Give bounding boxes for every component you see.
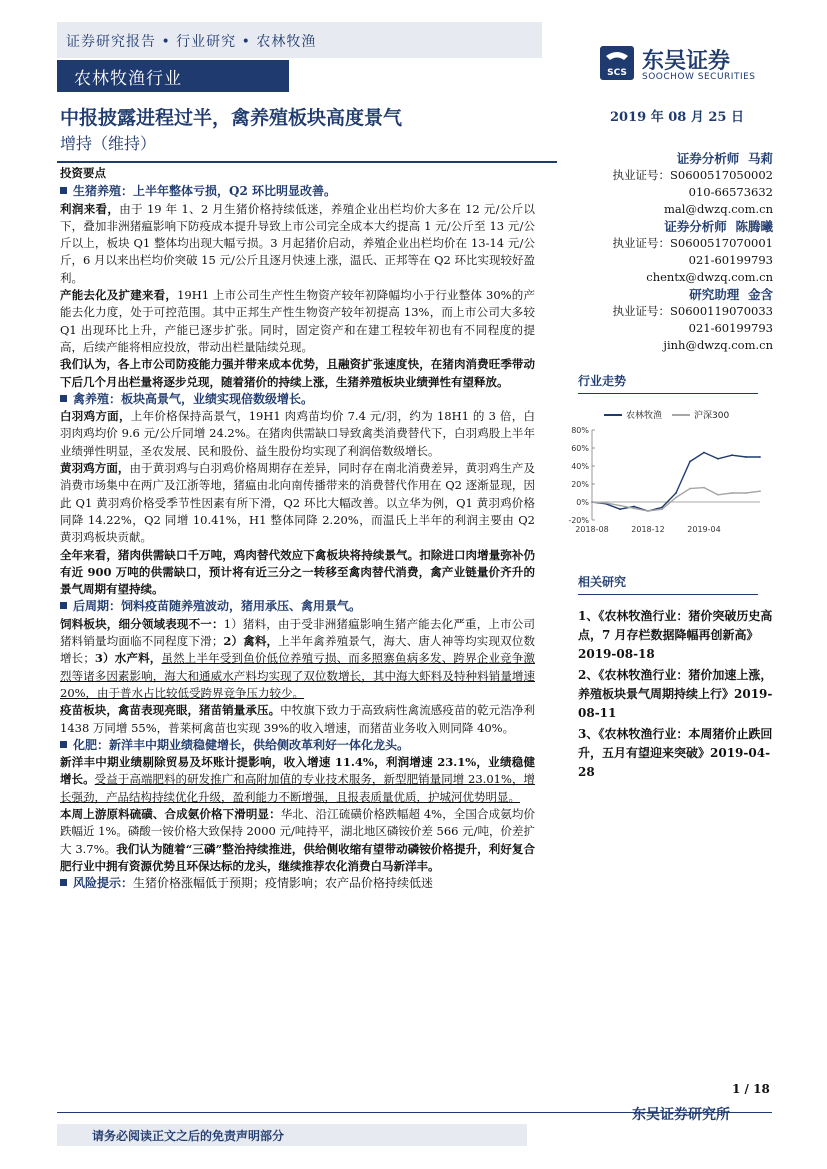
data-point <box>703 452 705 454</box>
bullet-icon <box>60 879 67 886</box>
x-tick-label: 2018-12 <box>631 525 665 534</box>
related-item[interactable]: 2、《农林牧渔行业：猪价加速上涨，养殖板块景气周期持续上行》2019-08-11 <box>578 668 773 720</box>
bullet-icon <box>60 395 67 402</box>
section-hog: 生猪养殖：上半年整体亏损，Q2 环比明显改善。 <box>60 183 535 200</box>
data-point <box>703 487 705 489</box>
legend-label: 沪深300 <box>694 411 730 421</box>
logo-mark-text: SCS <box>607 68 627 78</box>
data-point <box>619 505 621 507</box>
data-point <box>759 456 761 458</box>
data-point <box>605 502 607 504</box>
data-point <box>633 506 635 508</box>
hog-view: 我们认为，各上市公司防疫能力强并带来成本优势，且融资扩张速度快，在猪肉消费旺季带动下后几个月出栏量将逐步兑现，随着猪价的持续上涨，生猪养殖板块业绩弹性有望释放。 <box>60 357 535 389</box>
summary-heading: 投资要点 <box>60 166 106 180</box>
page-number: 1 / 18 <box>732 1082 770 1096</box>
data-point <box>661 508 663 510</box>
related-rule <box>578 594 758 595</box>
data-point <box>745 456 747 458</box>
section-risk: 风险提示：生猪价格涨幅低于预期；疫情影响；农产品价格持续低迷 <box>60 875 535 892</box>
data-point <box>689 488 691 490</box>
feed-sector: 饲料板块，细分领域表现不一：1）猪料，由于受非洲猪瘟影响生猪产能去化严重，上市公司猪料销量均面临不同程度下滑；2）禽料，上半年禽养殖景气，海大、唐人神等均实现双位数增长；3）水产料，虽然上半年受到鱼价低位养殖亏损、而多照寨鱼病多发、跨界企业竞争激烈等诸多因素影响，海大和通威水产料均实现了双位数增长，其中海大虾料及特种料销量增速 20%，由于普水占比较低受跨界竞争压力较少。 <box>60 616 535 700</box>
analyst-3: 研究助理 金含 执业证号：S0600119070033 021-60199793 jinh@dwzq.com.cn <box>578 286 773 354</box>
data-point <box>647 510 649 512</box>
company-logo-icon <box>600 46 634 80</box>
footer-org: 东吴证券研究所 <box>632 1107 730 1123</box>
bullet-icon <box>60 602 67 609</box>
breadcrumb: 证券研究报告 • 行业研究 • 农林牧渔 <box>66 34 317 50</box>
data-point <box>675 492 677 494</box>
section-fertilizer: 化肥：新洋丰中期业绩稳健增长，供给侧改革利好一体化龙头。 <box>60 737 535 754</box>
section-post-cycle: 后周期：饲料疫苗随养殖波动，猪用承压、禽用景气。 <box>60 598 535 615</box>
hog-capacity: 产能去化及扩建来看，19H1 上市公司生产性生物资产较年初降幅均小于行业整体 30%的产能去化力度，处于可控范围。其中正邦生产性生物资产较年初提高 13%，而上市公司大多较 Q1 出现环比上升，产能已逐步扩张。同时，固定资产和在建工程较年初也有不同程度的提高，后续产能将相应投放，带动出栏量陆续兑现。 <box>60 288 536 354</box>
data-point <box>689 461 691 463</box>
white-broiler: 白羽鸡方面，上年价格保持高景气，19H1 肉鸡苗均价 7.4 元/羽，约为 18H1 的 3 倍，白羽肉鸡均价 9.6 元/公斤同增 24.2%。在猪肉供需缺口导致禽类消费替代下，白羽鸡股上半年业绩弹性明显，圣农发展、民和股份、益生股份均实现了利润倍数级增长。 <box>60 409 535 458</box>
data-point <box>745 492 747 494</box>
bullet-icon <box>60 187 67 194</box>
raw-materials: 本周上游原料硫磺、合成氨价格下滑明显：华北、沿江硫磺价格跌幅超 4%，全国合成氨均价跌幅近 1%。磷酸一铵价格大致保持 2000 元/吨持平，湖北地区磷铵价差 566 元/吨，价差扩大 3.7%。我们认为随着“三磷”整治持续推进，供给侧收缩有望带动磷铵价格提升，利好复合肥行业中拥有资源优势且环保达标的龙头，继续推荐农化消费白马新洋丰。 <box>60 806 535 873</box>
trend-title: 行业走势 <box>578 374 627 388</box>
related-title: 相关研究 <box>578 575 627 589</box>
related-item[interactable]: 3、《农林牧渔行业：本周猪价止跌回升，五月有望迎来突破》2019-04-28 <box>578 727 773 779</box>
data-point <box>717 494 719 496</box>
hog-profit: 利润来看，由于 19 年 1、2 月生猪价格持续低迷，养殖企业出栏均价大多在 12 元/公斤以下，叠加非洲猪瘟影响下防疫成本提升导致上市公司完全成本大约提高 1 元/公斤至 13 元/公斤以上，板块 Q1 整体均出现大幅亏损。3 月起猪价启动，养殖企业出栏均价在 13-14 元/公斤，6 月以来出栏均价突破 15 元/公斤且逐月快速上涨，温氏、正邦等在 Q2 环比实现较好盈利。 <box>60 201 535 285</box>
data-point <box>731 454 733 456</box>
sector-title: 农林牧渔行业 <box>74 69 182 89</box>
related-item[interactable]: 1、《农林牧渔行业：猪价突破历史高点，7 月存栏数据降幅再创新高》2019-08-18 <box>578 609 773 661</box>
analyst-block <box>578 150 773 354</box>
email-link[interactable]: chentx@dwzq.com.cn <box>646 270 773 284</box>
title-rule <box>57 161 557 163</box>
data-point <box>591 501 593 503</box>
section-poultry: 禽养殖：板块高景气，业绩实现倍数级增长。 <box>60 391 535 408</box>
analyst-1: 证券分析师 马莉 执业证号：S0600517050002 010-66573632 mal@dwzq.com.cn <box>578 150 773 218</box>
y-tick-label: 0% <box>576 498 589 507</box>
x-tick-label: 2019-04 <box>687 525 721 534</box>
company-name: 东吴证券 <box>642 49 731 74</box>
data-point <box>731 492 733 494</box>
data-point <box>675 497 677 499</box>
related-section <box>578 573 773 784</box>
y-tick-label: -20% <box>568 516 589 525</box>
email-link[interactable]: jinh@dwzq.com.cn <box>663 338 773 352</box>
poultry-view: 全年来看，猪肉供需缺口千万吨，鸡肉替代效应下禽板块将持续景气。扣除进口肉增量弥补仍有近 900 万吨的供需缺口，预计将有近三分之一转移至禽肉替代消费，禽产业链量价齐升的景气周期有望持续。 <box>60 547 535 597</box>
data-point <box>759 490 761 492</box>
yellow-broiler: 黄羽鸡方面，由于黄羽鸡与白羽鸡价格周期存在差异，同时存在南北消费差异，黄羽鸡生产及消费市场集中在两广及江浙等地，猪瘟由北向南传播带来的消费替代作用在 Q2 逐渐显现，因此 Q1 黄羽鸡价格受季节性因素有所下滑，Q2 环比大幅改善。以立华为例，Q1 黄羽鸡价格同降 14.22%，Q2 同增 10.41%，H1 整体同降 2.20%，而温氏上半年的利润主要由 Q2 黄羽鸡板块贡献。 <box>60 461 536 545</box>
analyst-2: 证券分析师 陈腾曦 执业证号：S0600517070001 021-60199793 chentx@dwzq.com.cn <box>578 218 773 286</box>
data-point <box>633 507 635 509</box>
disclaimer: 请务必阅读正文之后的免责声明部分 <box>92 1129 285 1143</box>
data-point <box>717 458 719 460</box>
report-date: 2019 年 08 月 25 日 <box>610 110 744 125</box>
vaccine-sector: 疫苗板块，禽苗表现亮眼，猪苗销量承压。中牧旗下致力于高致病性禽流感疫苗的乾元浩净利 1438 万同增 55%，普莱柯禽苗也实现 39%的收入增速，而猪苗业务收入则同降 40%。 <box>60 703 536 735</box>
xinyangfeng: 新洋丰中期业绩剔除贸易及坏账计提影响，收入增速 11.4%，利润增速 23.1%，业绩稳健增长。受益于高端肥料的研发推广和高附加值的专业技术服务，新型肥销量同增 23.01%，增长强劲，产品结构持续优化升级，盈利能力不断增强，且报表质量优质，护城河优势明显。 <box>60 755 536 804</box>
y-tick-label: 60% <box>571 444 589 453</box>
trend-section <box>578 372 773 394</box>
report-title: 中报披露进程过半，禽养殖板块高度景气 <box>60 107 403 129</box>
data-point <box>619 508 621 510</box>
email-link[interactable]: mal@dwzq.com.cn <box>664 202 773 216</box>
bullet-icon <box>60 741 67 748</box>
company-name-en: SOOCHOW SECURITIES <box>642 72 756 82</box>
legend-label: 农林牧渔 <box>626 411 663 421</box>
trend-rule <box>578 393 758 394</box>
trend-chart <box>560 402 770 550</box>
y-tick-label: 80% <box>571 426 589 435</box>
y-tick-label: 40% <box>571 462 589 471</box>
investment-summary <box>60 165 535 892</box>
rating: 增持（维持） <box>60 134 157 153</box>
x-tick-label: 2018-08 <box>575 525 609 534</box>
y-tick-label: 20% <box>571 480 589 489</box>
